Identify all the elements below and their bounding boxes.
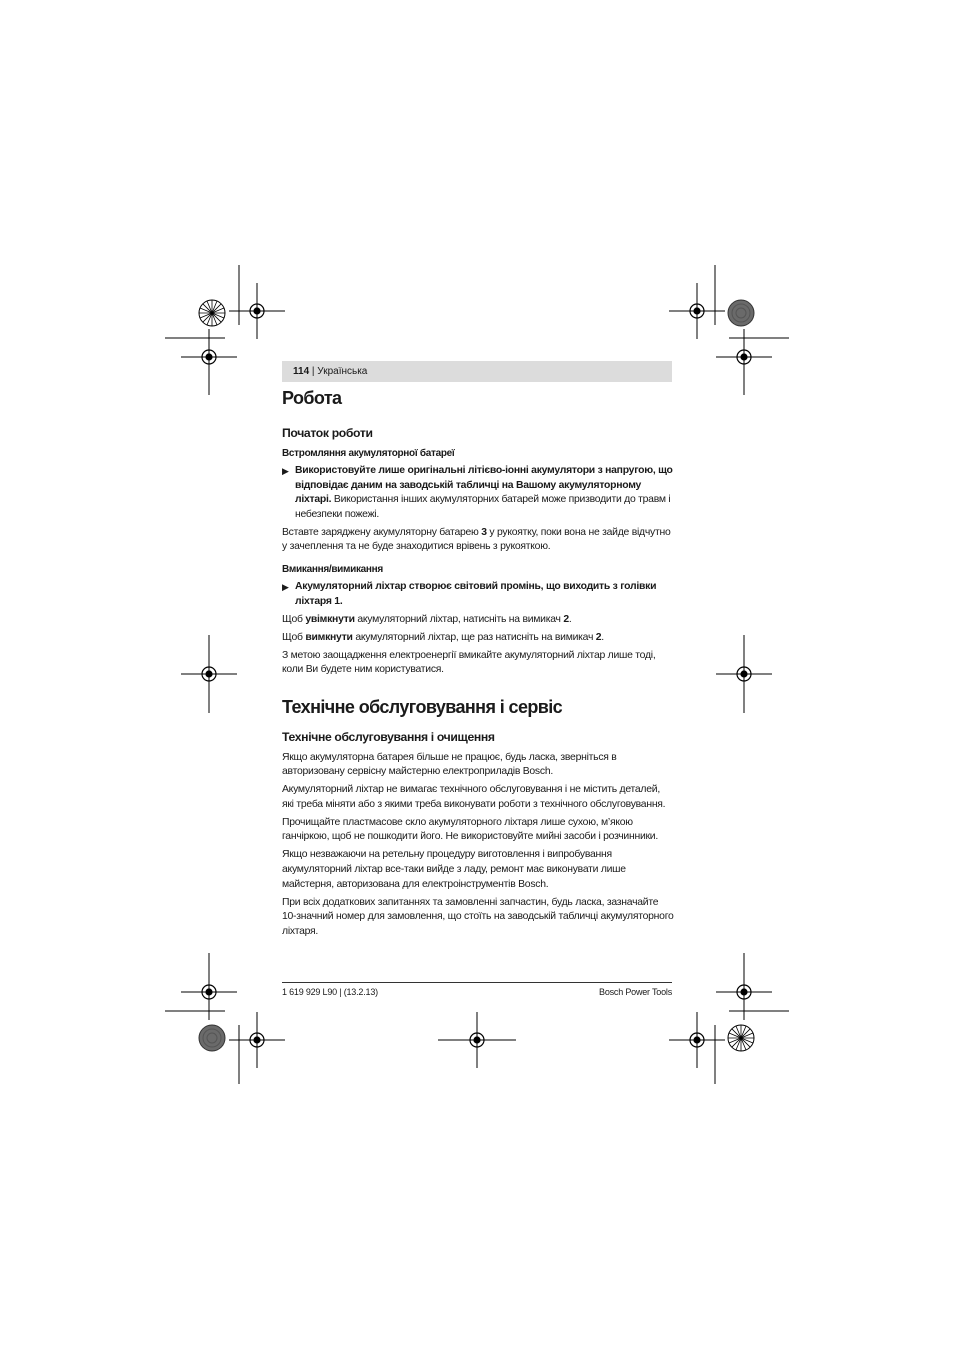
warning-battery-bold: Використовуйте лише оригінальні літієво-іонні акумулятори з напругою, що відповідає даним на заводській табличці на Вашому акумуляторному ліхтарі.	[295, 465, 673, 506]
section-title-robota: Робота	[282, 388, 342, 408]
header-separator: |	[309, 366, 318, 377]
warning-battery-bullet	[282, 464, 674, 522]
footer-doc-number: 1 619 929 L90 | (13.2.13)	[282, 987, 378, 997]
subtitle-maintenance: Технічне обслуговування і очищення	[282, 729, 495, 744]
page-content	[282, 387, 674, 943]
service-paragraph-4: Якщо незважаючи на ретельну процедуру виготовлення і випробування акумуляторний ліхтар все-таки вийде з ладу, ремонт має виконувати лише майстерня, авторизована для електроінструментів Bosch.	[282, 849, 626, 890]
on-num: 2	[563, 613, 569, 625]
on-end: .	[568, 613, 572, 625]
energy-note-paragraph: З метою заощадження електроенергії вмикайте акумуляторний ліхтар лише тоді, коли Ви будете ним користуватися.	[282, 649, 656, 676]
service-paragraph-5: При всіх додаткових запитаннях та замовленні запчастин, будь ласка, зазначайте 10-значний номер для замовлення, що стоїть на заводській табличці акумуляторного ліхтаря.	[282, 896, 674, 937]
service-paragraph-3: Прочищайте пластмасове скло акумуляторного ліхтаря лише сухою, м’якою ганчіркою, щоб не пошкодити його. Не використовуйте мийні засоби і розчинники.	[282, 816, 658, 843]
battery-insert-post: у рукоятку, поки вона не зайде відчутно у зачеплення та не буде знаходитися врівень з рукояткою.	[282, 526, 671, 553]
service-paragraph-2: Акумуляторний ліхтар не вимагає технічного обслуговування і не містить деталей, які треба міняти або з якими треба виконувати роботи з технічного обслуговування.	[282, 784, 666, 810]
on-post: акумуляторний ліхтар, натисніть на вимикач	[354, 613, 564, 625]
battery-insert-pre: Вставте заряджену акумуляторну батарею	[282, 526, 482, 538]
page-footer	[282, 982, 672, 999]
off-pre: Щоб	[282, 631, 306, 643]
switch-bullet-bold: Акумуляторний ліхтар створює світовий промінь, що виходить з голівки ліхтаря 1.	[295, 580, 657, 607]
off-num: 2	[595, 631, 602, 643]
footer-brand: Bosch Power Tools	[599, 987, 672, 997]
switch-bullet	[282, 580, 674, 609]
battery-insert-paragraph	[282, 526, 674, 555]
off-bold: вимкнути	[305, 631, 353, 643]
subtitle-start-work: Початок роботи	[282, 426, 373, 440]
on-bold: увімкнути	[305, 613, 355, 625]
section-title-service: Технічне обслуговування і сервіс	[282, 696, 563, 717]
warning-battery-text: Використання інших акумуляторних батарей може призводити до травм і небезпеки пожежі.	[295, 494, 671, 520]
header-language: Українська	[317, 366, 368, 377]
bullet-arrow-icon: ▶	[282, 466, 289, 476]
page-number: 114	[293, 366, 310, 377]
off-end: .	[601, 631, 604, 643]
bullet-arrow-icon: ▶	[282, 581, 289, 592]
heading-battery-insert: Встромляння акумуляторної батареї	[282, 448, 455, 459]
heading-switch: Вмикання/вимикання	[282, 563, 383, 575]
page-header	[282, 361, 672, 382]
off-post: акумуляторний ліхтар, ще раз натисніть на вимикач	[352, 631, 596, 643]
on-pre: Щоб	[282, 613, 306, 625]
service-paragraph-1: Якщо акумуляторна батарея більше не працює, будь ласка, зверніться в авторизовану сервісну майстерню електроприладів Bosch.	[282, 751, 617, 778]
battery-insert-num: 3	[481, 526, 487, 538]
switch-on-paragraph	[282, 613, 674, 628]
switch-off-paragraph	[282, 631, 674, 646]
